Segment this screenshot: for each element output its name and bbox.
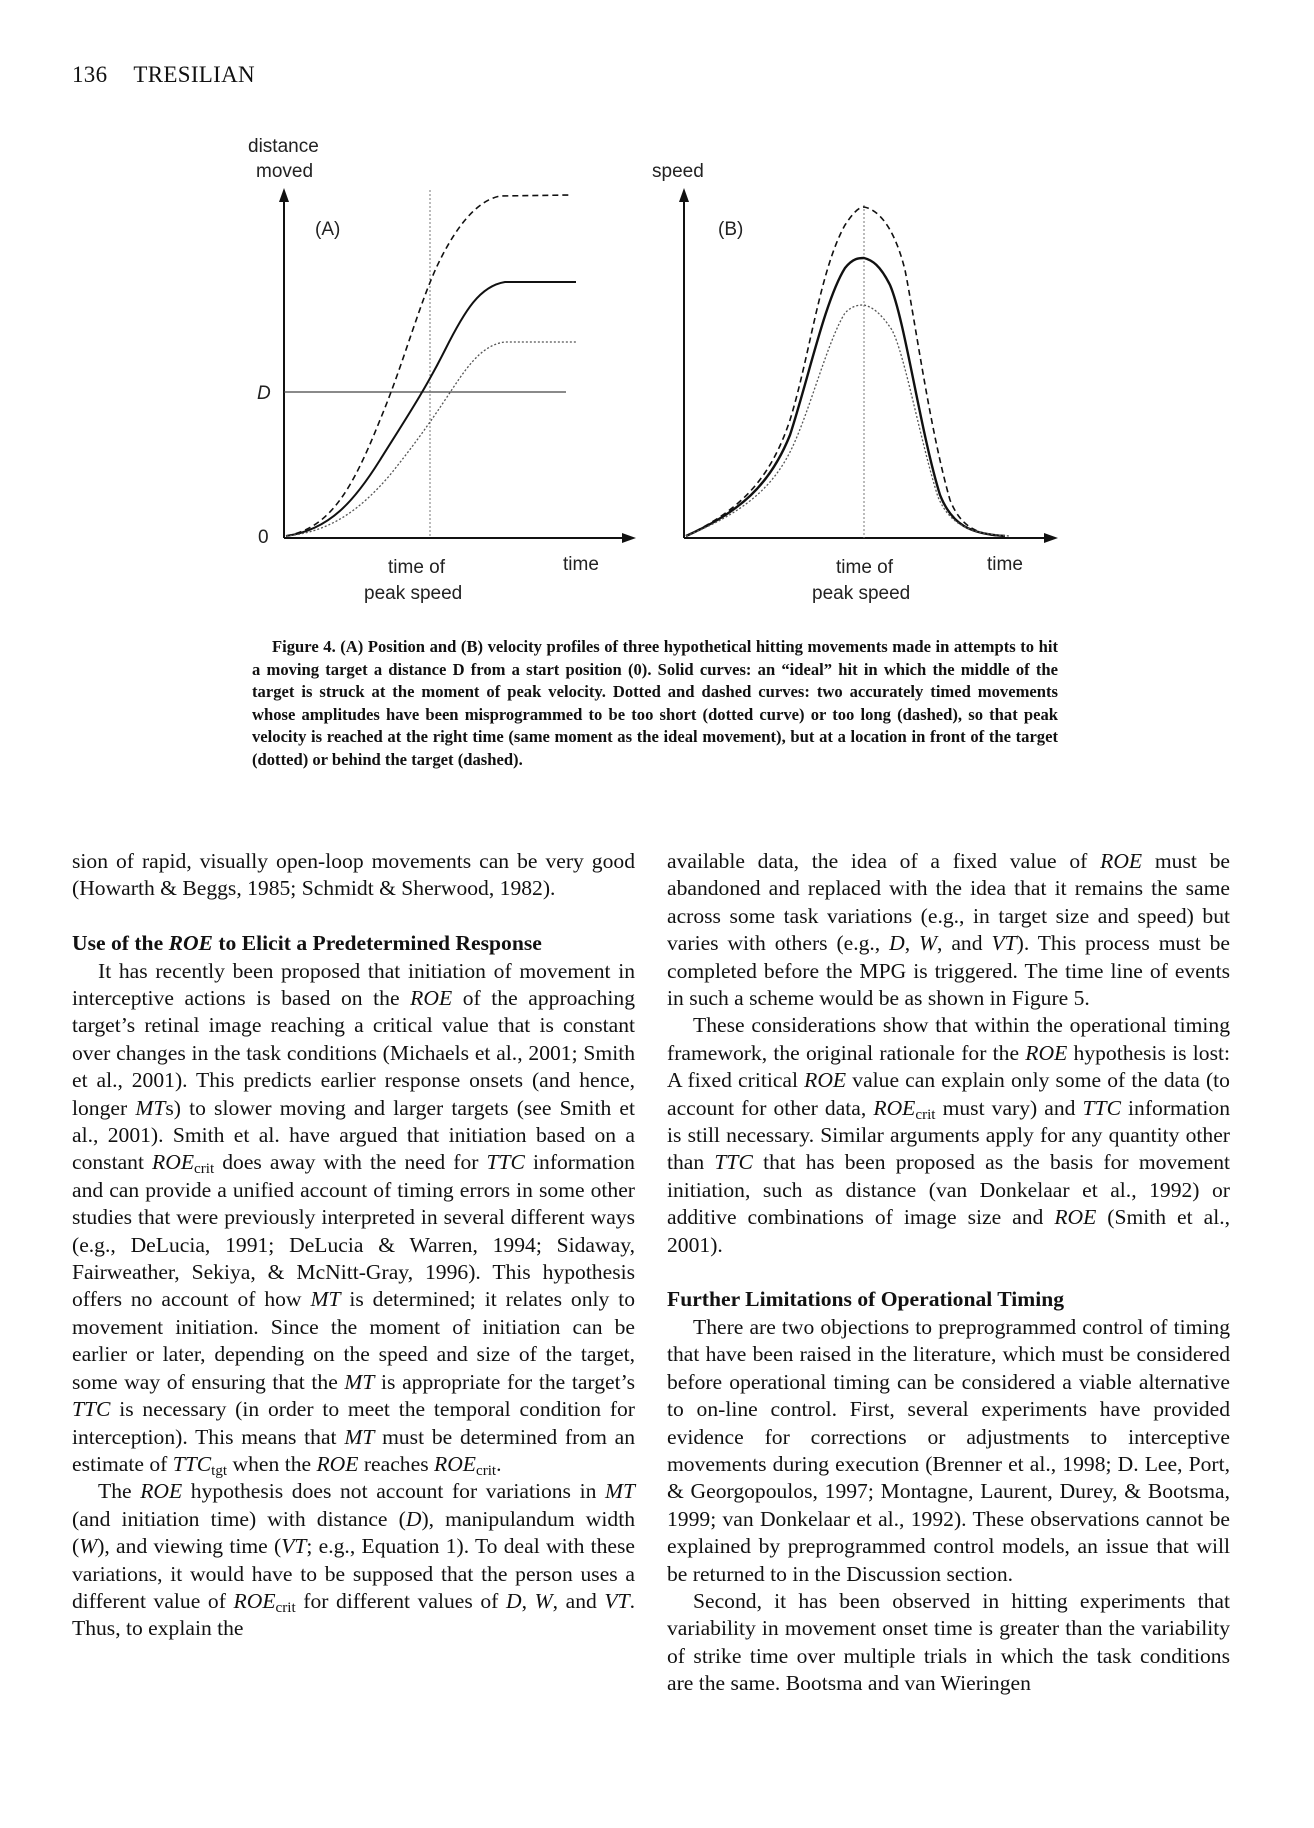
panel-a-ylabel-line1: distance: [248, 136, 319, 157]
panel-a-dotted-curve: [286, 342, 576, 536]
panel-a-zero-label: 0: [258, 527, 269, 548]
panel-a-x-arrow: [622, 533, 636, 543]
page-number: 136: [72, 62, 108, 87]
panel-a-peak-label-line2: peak speed: [364, 583, 463, 604]
panel-b-peak-label-line1: time of: [836, 557, 894, 578]
paragraph: The ROE hypothesis does not account for variations in MT (and initiation time) with distance (D), manipulandum width (W), and viewing time (VT; e.g., Equation 1). To deal with these variations, it would have to be supposed that the person uses a different value of $ROE_{crit}$ for different values of D, W, and VT. Thus, to explain the: [72, 1479, 636, 1641]
paragraph: Second, it has been observed in hitting experiments that variability in movement onset time is greater than the variability of strike time over multiple trials in which the task conditions are the same. Bootsma and van Wieringen: [667, 1588, 1230, 1696]
right-column: [667, 848, 1230, 1698]
panel-a-xlabel: time: [563, 554, 599, 575]
panel-a-y-arrow: [279, 188, 289, 202]
panel-b-ylabel: speed: [652, 161, 704, 182]
panel-b: [652, 161, 1058, 604]
panel-a-ylabel-line2: moved: [256, 161, 314, 182]
section-heading: Further Limitations of Operational Timing: [667, 1287, 1065, 1312]
panel-b-peak-label-line2: peak speed: [812, 583, 911, 604]
panel-a-label: (A): [315, 219, 341, 240]
paragraph: available data, the idea of a fixed value of ROE must be abandoned and replaced with the idea that it remains the same across some task variations (e.g., in target size and speed) but varies with others (e.g., D, W, and VT). This process must be completed before the MPG is triggered. The time line of events in such a scheme would be as shown in Figure 5.: [667, 849, 1230, 1011]
paragraph: These considerations show that within the operational timing framework, the original rationale for the ROE hypothesis is lost: A fixed critical ROE value can explain only some of the data (to account for other data, $ROE_{crit}$ must vary) and TTC information is still necessary. Similar arguments apply for any quantity other than TTC that has been proposed as the basis for movement initiation, such as distance (van Donkelaar et al., 1992) or additive combinations of image size and ROE (Smith et al., 2001).: [667, 1013, 1230, 1257]
panel-b-label: (B): [718, 219, 744, 240]
section-heading: Use of the ROE to Elicit a Predetermined Response: [72, 931, 542, 956]
figure-caption: Figure 4. (A) Position and (B) velocity profiles of three hypothetical hitting movements made in attempts to hit a moving target a distance D from a start position (0). Solid curves: an “ideal” hit in which the middle of the target is struck at the moment of peak velocity. Dotted and dashed curves: two accurately timed movements whose amplitudes have been misprogrammed to be too short (dotted curve) or too long (dashed), so that peak velocity is reached at the right time (same moment as the ideal movement), but at a location in front of the target (dotted) or behind the target (dashed).: [252, 637, 1058, 769]
panel-a: [248, 136, 636, 604]
panel-b-y-arrow: [679, 188, 689, 202]
panel-a-peak-label-line1: time of: [388, 557, 446, 578]
running-head: TRESILIAN: [133, 62, 255, 87]
figure-4: [0, 0, 1314, 620]
panel-b-dotted-curve: [686, 305, 1010, 536]
panel-a-dashed-curve: [286, 195, 570, 536]
left-column: [72, 848, 635, 1643]
paragraph: It has recently been proposed that initiation of movement in interceptive actions is based on the ROE of the approaching target’s retinal image reaching a critical value that is constant over changes in the task conditions (Michaels et al., 2001; Smith et al., 2001). This predicts earlier response onsets (and hence, longer MTs) to slower moving and larger targets (see Smith et al., 2001). Smith et al. have argued that initiation based on a constant $ROE_{crit}$ does away with the need for TTC information and can provide a unified account of timing errors in some other studies that were previously interpreted in several different ways (e.g., DeLucia, 1991; DeLucia & Warren, 1994; Sidaway, Fairweather, Sekiya, & McNitt-Gray, 1996). This hypothesis offers no account of how MT is determined; it relates only to movement initiation. Since the moment of initiation can be earlier or later, depending on the speed and size of the target, some way of ensuring that the MT is appropriate for the target’s TTC is necessary (in order to meet the temporal condition for interception). This means that MT must be determined from an estimate of $TTC_{tgt}$ when the ROE reaches $ROE_{crit}$.: [72, 958, 636, 1479]
paragraph: sion of rapid, visually open-loop movements can be very good (Howarth & Beggs, 1985; Schmidt & Sherwood, 1982).: [72, 849, 635, 901]
panel-a-d-label: D: [257, 383, 271, 404]
paragraph: There are two objections to preprogrammed control of timing that have been raised in the literature, which must be considered before operational timing can be considered a viable alternative to on-line control. First, several experiments have provided evidence for corrections or adjustments to interceptive movements during execution (Brenner et al., 1998; D. Lee, Port, & Georgopoulos, 1997; Montagne, Laurent, Durey, & Bootsma, 1999; van Donkelaar et al., 1992). These observations cannot be explained by preprogrammed control models, an issue that will be returned to in the Discussion section.: [667, 1314, 1230, 1586]
panel-b-xlabel: time: [987, 554, 1023, 575]
panel-b-x-arrow: [1044, 533, 1058, 543]
panel-b-dashed-curve: [686, 207, 1000, 536]
panel-a-solid-curve: [286, 282, 576, 536]
panel-b-solid-curve: [686, 258, 1005, 536]
